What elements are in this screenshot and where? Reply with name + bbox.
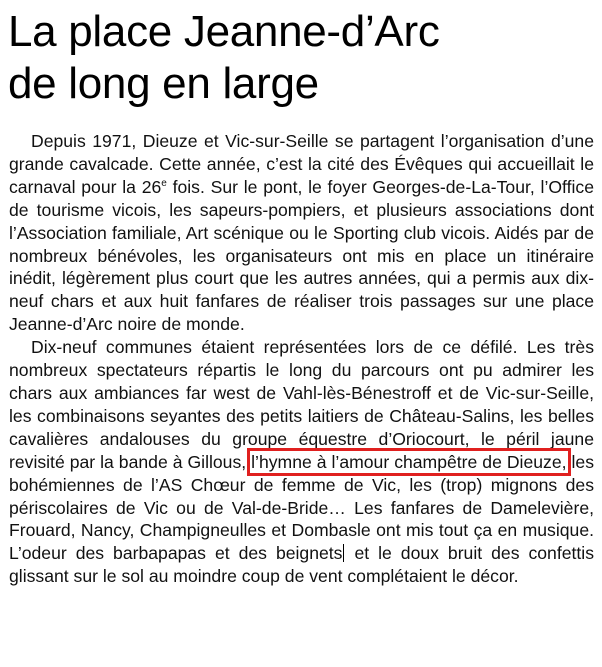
title-line-1: La place Jeanne-d’Arc [8, 7, 440, 56]
paragraph-2-text-a: Dix-neuf communes étaient représentées lors de ce défilé. Les très nombreux spectateurs répartis le long du parcours ont pu admirer les chars aux ambiances far west de Vahl-lès-Bénestroff et de Vic-sur-Seille, les combinaisons seyantes des petits laitiers de Château-Salins, les belles cavalières andalouses du groupe équestre d’Oriocourt, le péril jaune revisité par la bande à Gillous, [9, 337, 594, 472]
paragraph-1-text-b: fois. Sur le pont, le foyer Georges-de-La-Tour, l’Office de tourisme vicois, les sapeurs-pompiers, et plusieurs associations dont l’Association familiale, Art scénique ou le Sporting club vicois. Aidés par de nombreux bénévoles, les organisateurs ont mis en place un itinéraire inédit, légèrement plus court que les autres années, qui a permis aux dix-neuf chars et aux huit fanfares de réaliser trois passages sur une place Jeanne-d’Arc noire de monde. [9, 176, 594, 335]
article-body [9, 130, 594, 588]
paragraph-2-text-b: les bohémiennes de l’AS Chœur de femme de Vic, les (trop) mignons des périscolaires de Vic ou de Val-de-Bride… Les fanfares de Damelevière, Frouard, Nancy, Champigneulles et Dombasle ont mis tout ça en musique. L’odeur des barbapapas et des beignets [9, 451, 594, 564]
paragraph-1 [9, 130, 594, 336]
paragraph-1-text-a: Depuis 1971, Dieuze et Vic-sur-Seille se partagent l’organisation d’une grande cavalcade. Cette année, c’est la cité des Évêques qui accueillait le carnaval pour la 26 [9, 131, 594, 197]
paragraph-2-text-c: et le doux bruit des confettis glissant sur le sol au moindre coup de vent complétaient le décor. [9, 543, 594, 587]
title-line-2: de long en large [8, 59, 319, 108]
ordinal-suffix: e [161, 177, 167, 189]
article-title [8, 6, 598, 110]
paragraph-2 [9, 336, 594, 588]
highlighted-phrase: l’hymne à l’amour champêtre de Dieuze, [251, 451, 567, 472]
